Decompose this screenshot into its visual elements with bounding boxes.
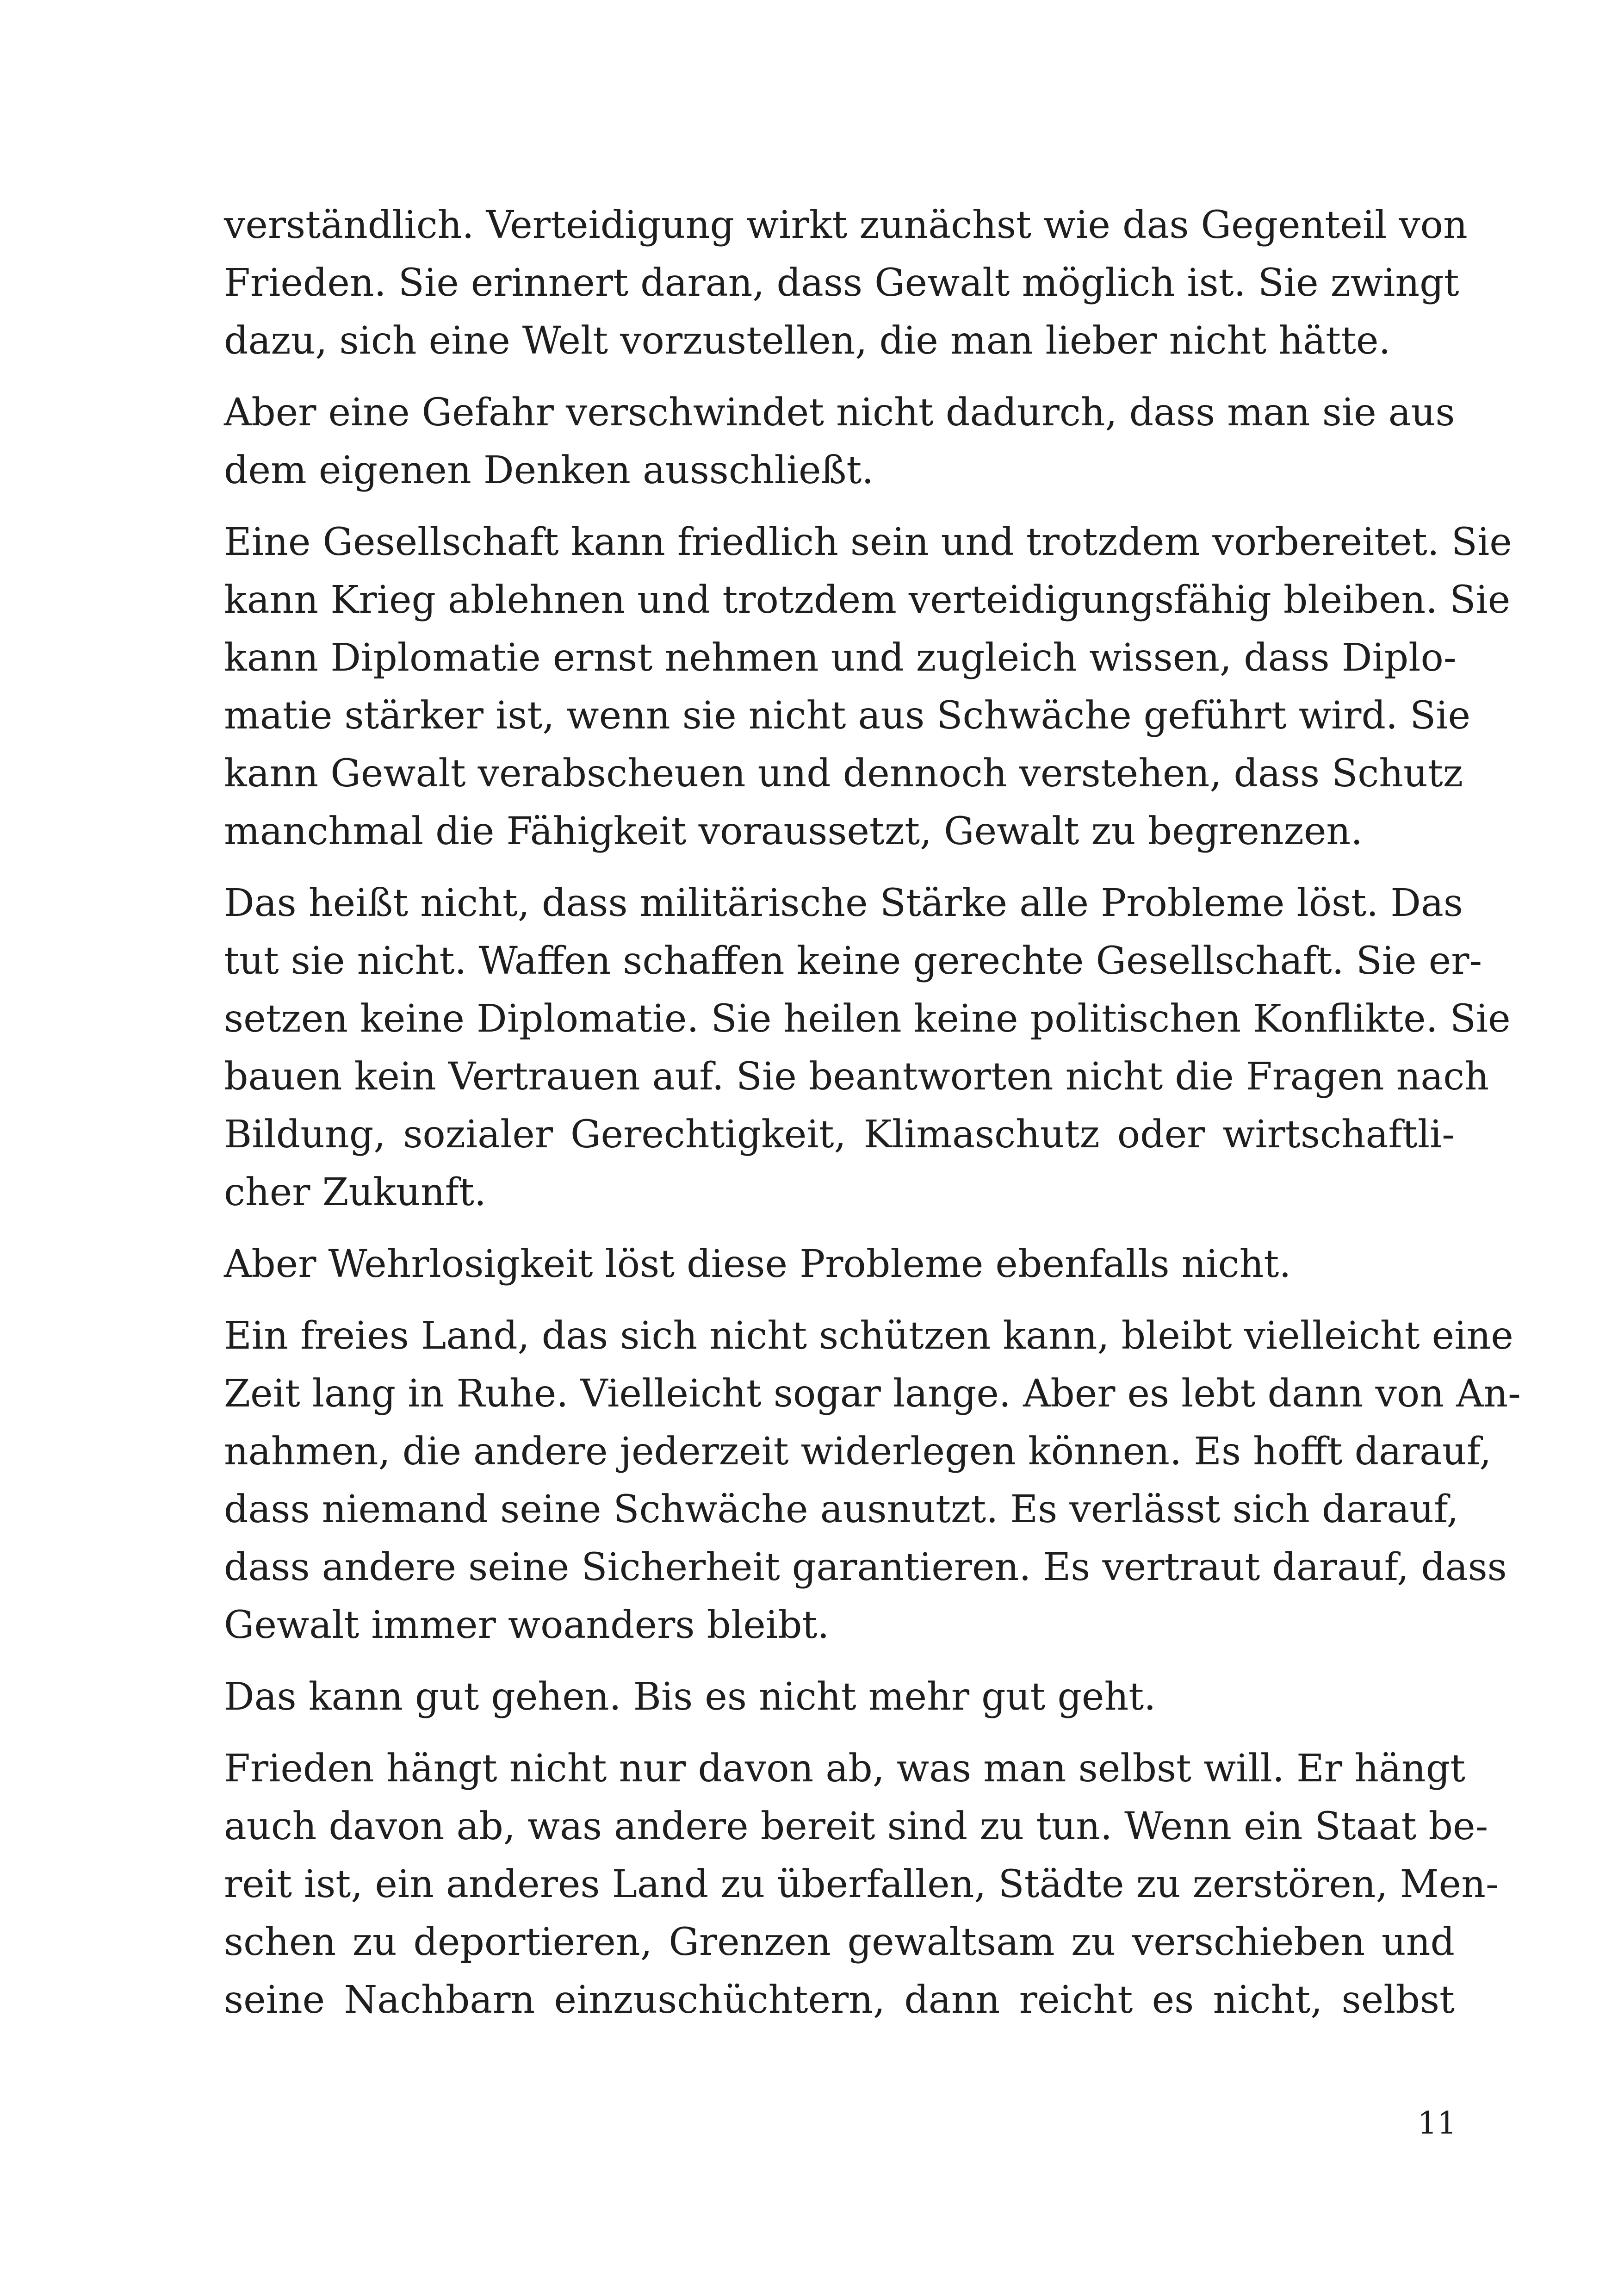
text-line: cher Zukunft. — [224, 1170, 486, 1214]
text-line: manchmal die Fähigkeit voraussetzt, Gewalt zu begrenzen. — [224, 809, 1363, 853]
text-line: reit ist, ein anderes Land zu überfallen, Städte zu zerstören, Men- — [224, 1862, 1499, 1906]
text-line: dazu, sich eine Welt vorzustellen, die man lieber nicht hätte. — [224, 319, 1391, 363]
text-line: Das kann gut gehen. Bis es nicht mehr gut geht. — [224, 1675, 1156, 1719]
text-line: dass andere seine Sicherheit garantieren. Es vertraut darauf, dass — [224, 1545, 1507, 1589]
text-line: kann Diplomatie ernst nehmen und zugleich wissen, dass Diplo- — [224, 636, 1457, 680]
paragraph — [224, 513, 1512, 860]
text-line: Aber eine Gefahr verschwindet nicht dadurch, dass man sie aus — [224, 391, 1455, 435]
paragraph — [224, 384, 1455, 499]
body-text — [224, 196, 1521, 2043]
text-line: Das heißt nicht, dass militärische Stärke alle Probleme löst. Das — [224, 881, 1463, 925]
paragraph — [224, 874, 1511, 1221]
text-line: tut sie nicht. Waffen schaffen keine gerechte Gesellschaft. Sie er- — [224, 939, 1482, 983]
text-line: Ein freies Land, das sich nicht schützen kann, bleibt vielleicht eine — [224, 1314, 1513, 1358]
text-line: Aber Wehrlosigkeit löst diese Probleme ebenfalls nicht. — [224, 1242, 1291, 1286]
text-line: bauen kein Vertrauen auf. Sie beantworten nicht die Fragen nach — [224, 1055, 1489, 1099]
text-line: seine Nachbarn einzuschüchtern, dann reicht es nicht, selbst — [224, 1978, 1455, 2022]
paragraph — [224, 1307, 1521, 1654]
text-line: Zeit lang in Ruhe. Vielleicht sogar lange. Aber es lebt dann von An- — [224, 1372, 1521, 1416]
text-line: setzen keine Diplomatie. Sie heilen keine politischen Konflikte. Sie — [224, 997, 1511, 1041]
text-line: dass niemand seine Schwäche ausnutzt. Es verlässt sich darauf, — [224, 1487, 1459, 1531]
text-line: kann Gewalt verabscheuen und dennoch verstehen, dass Schutz — [224, 752, 1463, 796]
text-line: nahmen, die andere jederzeit widerlegen können. Es hofft darauf, — [224, 1430, 1492, 1474]
text-line: Frieden. Sie erinnert daran, dass Gewalt möglich ist. Sie zwingt — [224, 261, 1459, 305]
text-line: kann Krieg ablehnen und trotzdem verteidigungsfähig bleiben. Sie — [224, 578, 1511, 622]
text-line: verständlich. Verteidigung wirkt zunächst wie das Gegenteil von — [224, 203, 1468, 247]
text-line: Frieden hängt nicht nur davon ab, was man selbst will. Er hängt — [224, 1747, 1466, 1791]
text-line: Eine Gesellschaft kann friedlich sein und trotzdem vorbereitet. Sie — [224, 520, 1512, 564]
paragraph — [224, 1740, 1499, 2029]
text-line: dem eigenen Denken ausschließt. — [224, 448, 874, 492]
text-line: auch davon ab, was andere bereit sind zu tun. Wenn ein Staat be- — [224, 1804, 1488, 1848]
paragraph — [224, 196, 1468, 370]
text-line: Bildung, sozialer Gerechtigkeit, Klimaschutz oder wirtschaftli- — [224, 1113, 1455, 1157]
text-line: matie stärker ist, wenn sie nicht aus Schwäche geführt wird. Sie — [224, 694, 1471, 738]
paragraph — [224, 1235, 1455, 1293]
text-line: Gewalt immer woanders bleibt. — [224, 1603, 830, 1647]
page-number: 11 — [1418, 2105, 1457, 2141]
paragraph — [224, 1668, 1455, 1726]
text-line: schen zu deportieren, Grenzen gewaltsam zu verschieben und — [224, 1920, 1455, 1964]
